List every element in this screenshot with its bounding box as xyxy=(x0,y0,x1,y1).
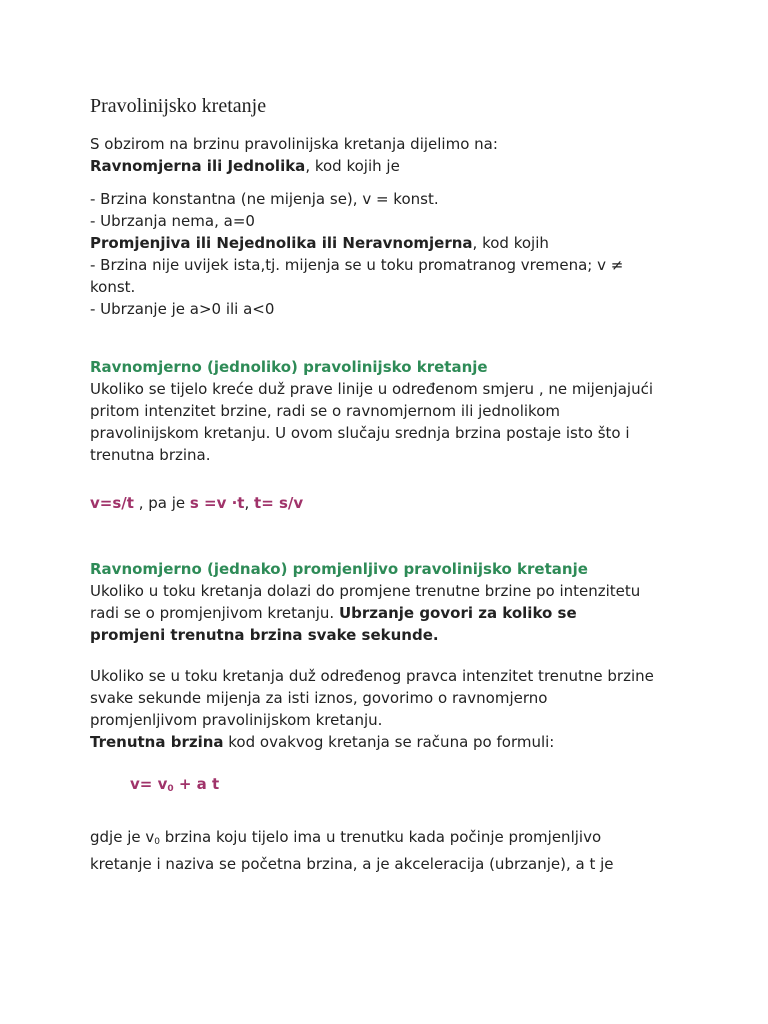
instant-velocity-rest: kod ovakvog kretanja se računa po formuli: xyxy=(223,733,555,751)
section2-paragraph-line: Ukoliko se u toku kretanja duž određenog pravca intenzitet trenutne brzine xyxy=(90,667,654,685)
section2-formula xyxy=(90,773,710,800)
formula-subscript: 0 xyxy=(167,784,174,794)
section2-paragraph-line: kretanje i naziva se početna brzina, a je akceleracija (ubrzanje), a t je xyxy=(90,855,614,873)
formula-t-sv: t= s/v xyxy=(254,494,304,512)
instant-velocity-term: Trenutna brzina xyxy=(90,733,224,751)
section2-paragraph-line xyxy=(90,826,710,853)
section2-bold-line: promjeni trenutna brzina svake sekunde. xyxy=(90,626,439,644)
formula-v-st: v=s/t xyxy=(90,494,134,512)
formula-s-vt: s =v ·t xyxy=(189,494,245,512)
nonuniform-item-2: - Ubrzanje je a>0 ili a<0 xyxy=(90,300,275,318)
nonuniform-item-1b: konst. xyxy=(90,278,136,296)
document-page xyxy=(90,93,710,875)
instant-velocity-line xyxy=(90,731,710,753)
intro-line: S obzirom na brzinu pravolinijska kretanja dijelimo na: xyxy=(90,135,498,153)
section1-paragraph-line: pritom intenzitet brzine, radi se o ravnomjernom ili jednolikom xyxy=(90,402,561,420)
explanation-subscript: 0 xyxy=(154,837,160,847)
section2-text: radi se o promjenjivom kretanju. xyxy=(90,604,339,622)
uniform-definition xyxy=(90,155,710,177)
section1-paragraph-line: Ukoliko se tijelo kreće duž prave linije u određenom smjeru , ne mijenjajući xyxy=(90,380,653,398)
section1-heading: Ravnomjerno (jednoliko) pravolinijsko kretanje xyxy=(90,358,488,376)
formula-separator: , xyxy=(244,494,255,512)
formula-v-v0: v= v xyxy=(130,775,168,793)
section2-paragraph-line: Ukoliko u toku kretanja dolazi do promjene trenutne brzine po intenzitetu xyxy=(90,582,641,600)
formula-connector: , pa je xyxy=(133,494,190,512)
section1-paragraph-line: pravolinijskom kretanju. U ovom slučaju srednja brzina postaje isto što i xyxy=(90,424,630,442)
nonuniform-item-1a: - Brzina nije uvijek ista,tj. mijenja se u toku promatranog vremena; v ≠ xyxy=(90,256,624,274)
document-title: Pravolinijsko kretanje xyxy=(90,95,267,117)
formula-at: + a t xyxy=(173,775,220,793)
uniform-term-rest: , kod kojih je xyxy=(305,157,400,175)
section2-heading: Ravnomjerno (jednako) promjenljivo pravolinijsko kretanje xyxy=(90,560,588,578)
nonuniform-term-rest: , kod kojih xyxy=(472,234,549,252)
explanation-start: gdje je v xyxy=(90,828,155,846)
section2-bold-text: Ubrzanje govori za koliko se xyxy=(338,604,577,622)
uniform-item-1: - Brzina konstantna (ne mijenja se), v = konst. xyxy=(90,190,439,208)
nonuniform-term: Promjenjiva ili Nejednolika ili Neravnomjerna xyxy=(90,234,473,252)
section2-paragraph-line: svake sekunde mijenja za isti iznos, govorimo o ravnomjerno xyxy=(90,689,548,707)
section2-paragraph-line xyxy=(90,602,710,624)
nonuniform-definition xyxy=(90,232,710,254)
explanation-rest: brzina koju tijelo ima u trenutku kada počinje promjenljivo xyxy=(159,828,602,846)
section1-paragraph-line: trenutna brzina. xyxy=(90,446,211,464)
section1-formula xyxy=(90,492,710,514)
uniform-term: Ravnomjerna ili Jednolika xyxy=(90,157,306,175)
section2-paragraph-line: promjenljivom pravolinijskom kretanju. xyxy=(90,711,383,729)
uniform-item-2: - Ubrzanja nema, a=0 xyxy=(90,212,255,230)
